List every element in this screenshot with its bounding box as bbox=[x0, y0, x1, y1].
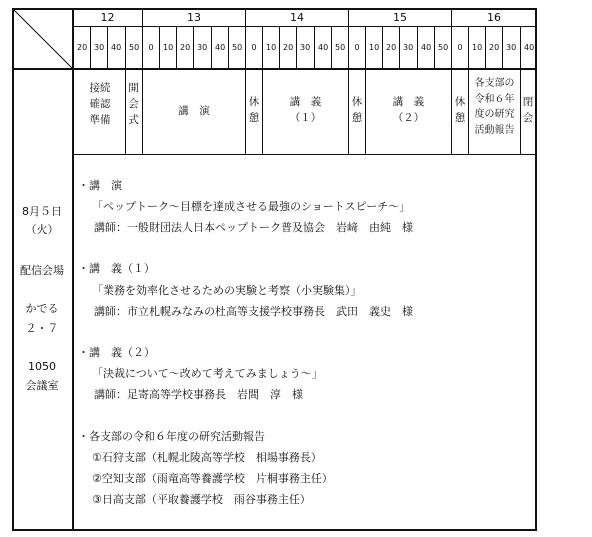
program-break-char: 休 bbox=[248, 96, 260, 108]
tick-divider bbox=[314, 27, 315, 69]
hour-label-12: 12 bbox=[100, 11, 115, 24]
tick-divider bbox=[502, 27, 503, 69]
tick-label: 0 bbox=[354, 43, 360, 52]
seminar-1-topic: 「業務を効率化させるための実験と考察（小実験集）」 bbox=[92, 284, 362, 297]
program-break-char: 憩 bbox=[248, 111, 260, 124]
tick-label: 30 bbox=[300, 43, 311, 52]
tick-label: 40 bbox=[421, 43, 432, 52]
tick-divider bbox=[193, 27, 194, 69]
venue-label: 配信会場 bbox=[20, 264, 64, 277]
tick-label: 10 bbox=[472, 43, 483, 52]
hour-label-16: 16 bbox=[487, 11, 501, 24]
program-connection-line: 確認 bbox=[89, 97, 111, 110]
tick-label: 40 bbox=[111, 43, 122, 52]
table-border-bottom bbox=[12, 529, 537, 531]
tick-label: 10 bbox=[163, 43, 174, 52]
program-opening-char: 会 bbox=[128, 97, 139, 110]
report-item: ②空知支部（雨竜高等養護学校 片桐事務主任） bbox=[92, 472, 333, 485]
program-report-line: 度の研究 bbox=[474, 109, 515, 120]
tick-divider bbox=[434, 27, 435, 69]
tick-label: 20 bbox=[386, 43, 397, 52]
tick-label: 30 bbox=[197, 43, 208, 52]
tick-label: 0 bbox=[148, 43, 154, 52]
program-seminar-2-line: （２） bbox=[392, 111, 425, 124]
venue-name: かでる bbox=[25, 302, 59, 315]
tick-label: 0 bbox=[251, 43, 257, 52]
tick-label: 20 bbox=[489, 43, 500, 52]
tick-label: 40 bbox=[215, 43, 226, 52]
tick-divider bbox=[159, 27, 160, 69]
seminar-1-speaker: 講師：市立札幌みなみの杜高等支援学校事務長 武田 義史 様 bbox=[94, 305, 413, 318]
event-weekday: （火） bbox=[25, 223, 59, 236]
tick-divider bbox=[296, 27, 297, 69]
tick-label: 0 bbox=[457, 43, 463, 52]
tick-label: 20 bbox=[77, 43, 88, 52]
tick-label: 20 bbox=[180, 43, 191, 52]
hour-label-14: 14 bbox=[290, 11, 304, 24]
program-seminar-1 bbox=[263, 95, 348, 127]
tick-divider bbox=[125, 27, 126, 69]
tick-divider bbox=[520, 27, 521, 69]
program-break-char: 休 bbox=[351, 96, 363, 108]
tick-divider bbox=[382, 27, 383, 69]
program-break-char: 憩 bbox=[454, 111, 466, 124]
tick-divider bbox=[211, 27, 212, 69]
tick-label: 40 bbox=[318, 43, 329, 52]
tick-divider bbox=[399, 27, 400, 69]
report-item: ③日高支部（平取養護学校 雨谷事務主任） bbox=[92, 493, 311, 506]
program-lecture: 講 演 bbox=[178, 105, 210, 117]
tick-label: 20 bbox=[283, 43, 294, 52]
program-seminar-1-line: （１） bbox=[289, 111, 322, 124]
program-report-line: 令和６年 bbox=[474, 93, 515, 105]
tick-divider bbox=[90, 27, 91, 69]
lecture-heading: ・講 演 bbox=[78, 179, 122, 192]
program-opening-char: 開 bbox=[128, 82, 139, 94]
table-border-top bbox=[12, 8, 537, 10]
tick-divider bbox=[331, 27, 332, 69]
program-break-3 bbox=[452, 95, 468, 127]
program-connection-line: 接続 bbox=[89, 82, 111, 94]
tick-label: 30 bbox=[94, 43, 105, 52]
tick-label: 50 bbox=[335, 43, 346, 52]
room-number: 1050 bbox=[28, 360, 56, 373]
program-closing bbox=[521, 95, 535, 127]
program-branch-report bbox=[469, 76, 520, 138]
lecture-speaker: 講師：一般財団法人日本ペップトーク普及協会 岩﨑 由純 様 bbox=[94, 221, 413, 234]
program-break-1 bbox=[246, 95, 262, 127]
program-seminar-2-line: 講 義 bbox=[392, 96, 425, 108]
venue-floor: ２・７ bbox=[25, 322, 59, 335]
report-item: ①石狩支部（札幌北陵高等学校 相場事務長） bbox=[92, 451, 322, 464]
tick-divider bbox=[417, 27, 418, 69]
seminar-2-topic: 「決裁について～改めて考えてみましょう～」 bbox=[92, 367, 323, 380]
tick-label: 40 bbox=[524, 43, 535, 52]
program-break-2 bbox=[349, 95, 365, 127]
hour-label-13: 13 bbox=[187, 11, 201, 24]
tick-divider bbox=[107, 27, 108, 69]
hour-label-15: 15 bbox=[393, 11, 407, 24]
program-row-bottom-rule bbox=[73, 154, 536, 155]
tick-divider bbox=[468, 27, 469, 69]
program-break-char: 休 bbox=[454, 96, 466, 108]
left-column-divider bbox=[72, 8, 74, 531]
tick-label: 50 bbox=[438, 43, 449, 52]
tick-divider bbox=[176, 27, 177, 69]
tick-label: 30 bbox=[403, 43, 414, 52]
program-seminar-1-line: 講 義 bbox=[289, 96, 322, 108]
tick-label: 50 bbox=[232, 43, 243, 52]
tick-label: 10 bbox=[369, 43, 380, 52]
program-seminar-2 bbox=[366, 95, 451, 127]
event-date: 8月５日 bbox=[22, 205, 62, 218]
program-connection-check bbox=[76, 81, 124, 128]
lecture-topic: 「ペップトーク～目標を達成させる最強のショートスピーチ～」 bbox=[92, 200, 411, 213]
seminar-2-heading: ・講 義（２） bbox=[78, 346, 155, 359]
report-heading: ・各支部の令和６年度の研究活動報告 bbox=[78, 430, 265, 443]
tick-divider bbox=[485, 27, 486, 69]
program-closing-char: 会 bbox=[522, 111, 534, 124]
program-report-line: 各支部の bbox=[474, 78, 515, 89]
seminar-2-speaker: 講師：足寄高等学校事務長 岩間 淳 様 bbox=[94, 388, 303, 401]
room-name: 会議室 bbox=[25, 379, 59, 392]
program-report-line: 活動報告 bbox=[474, 124, 515, 136]
tick-divider bbox=[262, 27, 263, 69]
seminar-1-heading: ・講 義（１） bbox=[78, 262, 155, 275]
table-border-right bbox=[535, 8, 537, 531]
program-connection-line: 準備 bbox=[89, 113, 111, 126]
tick-divider bbox=[279, 27, 280, 69]
program-opening-ceremony bbox=[125, 81, 142, 128]
tick-divider bbox=[365, 27, 366, 69]
corner-diagonal bbox=[13, 9, 73, 69]
program-closing-char: 閉 bbox=[522, 96, 534, 108]
program-break-char: 憩 bbox=[351, 111, 363, 124]
tick-label: 30 bbox=[506, 43, 517, 52]
tick-divider bbox=[228, 27, 229, 69]
tick-label: 50 bbox=[129, 43, 140, 52]
program-opening-char: 式 bbox=[128, 113, 139, 126]
tick-label: 10 bbox=[266, 43, 277, 52]
